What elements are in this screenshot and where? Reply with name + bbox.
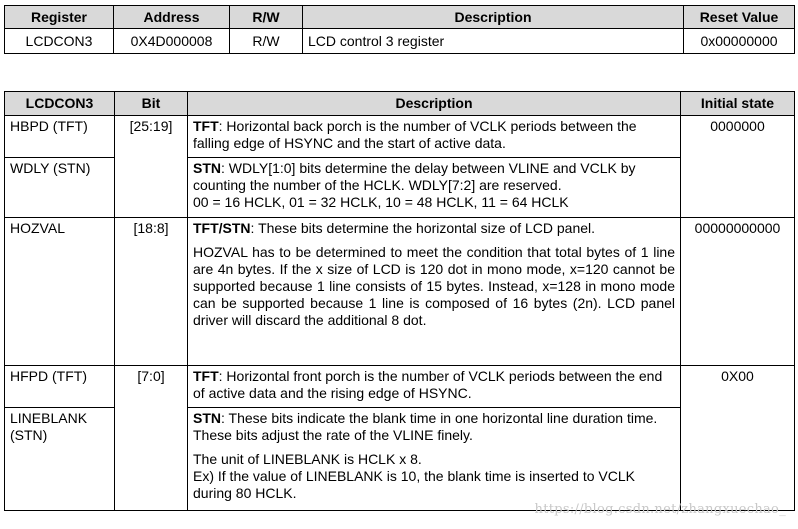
header-description: Description	[303, 6, 684, 29]
mode-label: STN	[193, 160, 221, 176]
description-text: : WDLY[1:0] bits determine the delay between VLINE and VCLK by counting the number of the HCLK. WDLY[7:2] are reserved.	[193, 160, 636, 193]
description-paragraph	[193, 160, 675, 194]
watermark: https://blog.csdn.net/zhangxuechao_	[534, 502, 786, 517]
description-paragraph: Ex) If the value of LINEBLANK is 10, the blank time is inserted to VCLK during 80 HCLK.	[193, 468, 635, 501]
field-description	[188, 408, 681, 511]
field-description	[188, 366, 681, 408]
field-description	[188, 116, 681, 158]
header-field: LCDCON3	[5, 92, 115, 116]
register-summary-row	[5, 29, 795, 54]
mode-label: TFT	[193, 368, 219, 384]
initial-state: 0X00	[681, 366, 795, 511]
header-rw: R/W	[230, 6, 303, 29]
description-values: 00 = 16 HCLK, 01 = 32 HCLK, 10 = 48 HCLK, 11 = 64 HCLK	[193, 194, 569, 210]
cell-register: LCDCON3	[5, 29, 114, 54]
header-bit: Bit	[115, 92, 188, 116]
cell-address: 0X4D000008	[114, 29, 230, 54]
cell-reset-value: 0x00000000	[684, 29, 795, 54]
cell-description: LCD control 3 register	[303, 29, 684, 54]
bit-range: [25:19]	[115, 116, 188, 218]
bit-range: [7:0]	[115, 366, 188, 511]
field-name-lineblank: LINEBLANK (STN)	[5, 408, 115, 511]
cell-rw: R/W	[230, 29, 303, 54]
header-initial-state: Initial state	[681, 92, 795, 116]
field-description	[188, 218, 681, 366]
initial-state: 00000000000	[681, 218, 795, 366]
table-row	[5, 366, 795, 408]
bit-field-table	[4, 91, 795, 511]
description-paragraph	[193, 410, 675, 444]
description-paragraph	[193, 220, 675, 237]
description-text: : Horizontal front porch is the number of VCLK periods between the end of active data and the rising edge of HSYNC.	[193, 368, 663, 401]
mode-label: TFT	[193, 118, 219, 134]
field-name-hozval: HOZVAL	[5, 218, 115, 366]
description-text: : These bits determine the horizontal size of LCD panel.	[250, 220, 596, 236]
table-row	[5, 218, 795, 366]
register-summary-table	[4, 5, 795, 54]
initial-state: 0000000	[681, 116, 795, 218]
description-text: : Horizontal back porch is the number of VCLK periods between the falling edge of HSYNC and the start of active data.	[193, 118, 637, 151]
mode-label: TFT/STN	[193, 220, 251, 236]
description-paragraph: The unit of LINEBLANK is HCLK x 8.	[193, 451, 422, 467]
mode-label: STN	[193, 410, 221, 426]
field-name-wdly: WDLY (STN)	[5, 158, 115, 218]
header-address: Address	[114, 6, 230, 29]
bit-range: [18:8]	[115, 218, 188, 366]
description-text: : These bits indicate the blank time in one horizontal line duration time. These bits adjust the rate of the VLINE finely.	[193, 410, 658, 443]
register-summary-header-row	[5, 6, 795, 29]
field-description	[188, 158, 681, 218]
header-reset-value: Reset Value	[684, 6, 795, 29]
header-description: Description	[188, 92, 681, 116]
field-name-hbpd: HBPD (TFT)	[5, 116, 115, 158]
description-paragraph: HOZVAL has to be determined to meet the condition that total bytes of 1 line are 4n bytes. If the x size of LCD is 120 dot in mono mode, x=120 cannot be supported because 1 line consists of 15 bytes. Instead, x=128 in mono mode can be supported because 1 line is composed of 16 bytes (2n). LCD panel driver will discard the additional 8 dot.	[193, 244, 675, 328]
table-row	[5, 116, 795, 158]
bit-field-header-row	[5, 92, 795, 116]
header-register: Register	[5, 6, 114, 29]
field-name-hfpd: HFPD (TFT)	[5, 366, 115, 408]
